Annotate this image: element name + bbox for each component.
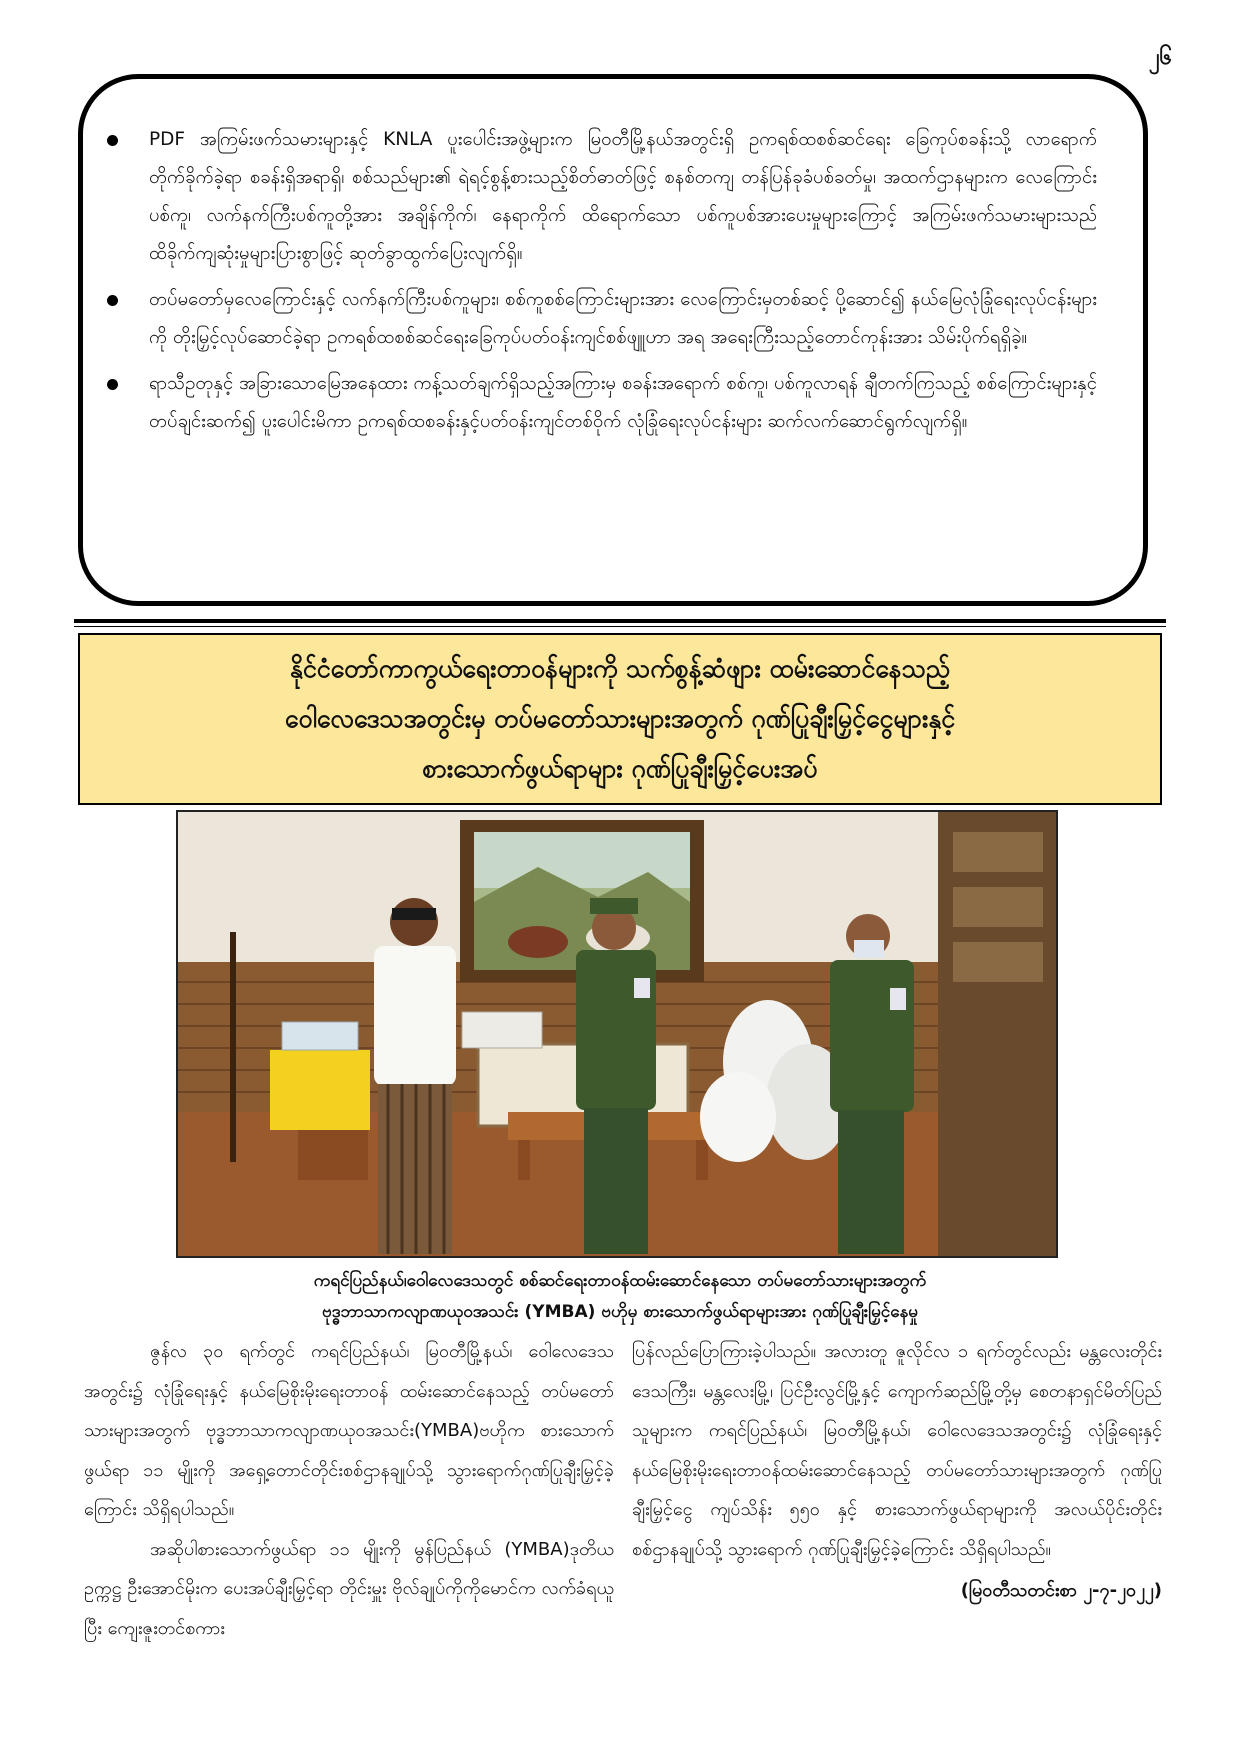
summary-item xyxy=(149,365,1097,441)
summary-list xyxy=(149,121,1097,441)
photo-caption xyxy=(110,1266,1130,1328)
section-divider xyxy=(74,619,1166,623)
bullet-icon xyxy=(107,379,118,390)
bullet-icon xyxy=(107,295,118,306)
summary-item xyxy=(149,281,1097,357)
headline-line-2: ဝေါလေဒေသအတွင်းမှ တပ်မတော်သားများအတွက် ဂုဏ်ပြုချီးမြှင့်ငွေများနှင့် xyxy=(284,704,956,733)
article-column-right xyxy=(632,1332,1162,1732)
caption-line-2: ဗုဒ္ဓဘာသာကလျာဏယုဝအသင်း (YMBA) ဗဟိုမှ စားသောက်ဖွယ်ရာများအား ဂုဏ်ပြုချီးမြှင့်နေမှု xyxy=(322,1302,918,1322)
summary-item xyxy=(149,121,1097,273)
article-paragraph: ဇွန်လ ၃၀ ရက်တွင် ကရင်ပြည်နယ်၊ မြဝတီမြို့နယ်၊ ဝေါလေဒေသအတွင်း၌ လုံခြုံရေးနှင့် နယ်မြေစိုးမိုးရေးတာဝန် ထမ်းဆောင်နေသည့် တပ်မတော်သားများအတွက် ဗုဒ္ဓဘာသာကလျာဏယုဝအသင်း(YMBA)ဗဟိုက စားသောက်ဖွယ်ရာ ၁၁ မျိုးကို အရှေ့တောင်တိုင်းစစ်ဌာနချုပ်သို့ သွားရောက်ဂုဏ်ပြုချီးမြှင့်ခဲ့ကြောင်း သိရှိရပါသည်။ xyxy=(84,1341,614,1520)
bullet-icon xyxy=(107,135,118,146)
headline-line-3: စားသောက်ဖွယ်ရာများ ဂုဏ်ပြုချီးမြှင့်ပေးအပ် xyxy=(422,754,818,783)
section-divider-thin xyxy=(74,626,1166,627)
caption-line-1: ကရင်ပြည်နယ်၊ဝေါလေဒေသတွင် စစ်ဆင်ရေးတာဝန်ထမ်းဆောင်နေသော တပ်မတော်သားများအတွက် xyxy=(313,1271,927,1291)
article-body xyxy=(84,1332,1162,1732)
summary-text: ရာသီဥတုနှင့် အခြားသောမြေအနေထား ကန့်သတ်ချက်ရှိသည့်အကြားမှ စခန်းအရောက် စစ်ကူ၊ ပစ်ကူလာရန် ချီတက်ကြသည့် စစ်ကြောင်းများနှင့် တပ်ချင်းဆက်၍ ပူးပေါင်းမိကာ ဥကရစ်ထစခန်းနှင့်ပတ်ဝန်းကျင်တစ်ဝိုက် လုံခြုံရေးလုပ်ငန်းများ ဆက်လက်ဆောင်ရွက်လျက်ရှိ။ xyxy=(149,373,1097,432)
headline-box xyxy=(78,633,1162,805)
summary-text: တပ်မတော်မှလေကြောင်းနှင့် လက်နက်ကြီးပစ်ကူများ၊ စစ်ကူစစ်ကြောင်းများအား လေကြောင်းမှတစ်ဆင့် ပို့ဆောင်၍ နယ်မြေလုံခြုံရေးလုပ်ငန်းများကို တိုးမြှင့်လုပ်ဆောင်ခဲ့ရာ ဥကရစ်ထစစ်ဆင်ရေးခြေကုပ်ပတ်ဝန်းကျင်စစ်ဖျူဟာ အရ အရေးကြီးသည့်တောင်ကုန်းအား သိမ်းပိုက်ရရှိခဲ့။ xyxy=(149,289,1097,348)
photo-illustration xyxy=(178,812,1056,1256)
article-source: (မြဝတီသတင်းစာ ၂-၇-၂၀၂၂) xyxy=(960,1580,1162,1601)
article-paragraph: အဆိုပါစားသောက်ဖွယ်ရာ ၁၁ မျိုးကို မွန်ပြည်နယ် (YMBA)ဒုတိယဥက္ကဋ္ဌ ဦးအောင်မိုးက ပေးအပ်ချီးမြှင့်ရာ တိုင်းမှူး ဗိုလ်ချုပ်ကိုကိုမောင်က လက်ခံရယူပြီး ကျေးဇူးတင်စကား xyxy=(84,1538,614,1639)
article-column-left xyxy=(84,1332,614,1732)
summary-box xyxy=(78,74,1148,606)
headline-line-1: နိုင်ငံတော်ကာကွယ်ရေးတာဝန်များကို သက်စွန့်ဆံဖျား ထမ်းဆောင်နေသည့် xyxy=(289,654,951,683)
page-number: ၂၆ xyxy=(1148,45,1172,70)
article-paragraph: ပြန်လည်ပြောကြားခဲ့ပါသည်။ အလားတူ ဇူလိုင်လ ၁ ရက်တွင်လည်း မန္တလေးတိုင်းဒေသကြီး၊ မန္တလေးမြို့၊ ပြင်ဦးလွင်မြို့နှင့် ကျောက်ဆည်မြို့တို့မှ စေတနာရှင်မိတ်ပြည်သူများက ကရင်ပြည်နယ်၊ မြဝတီမြို့နယ်၊ ဝေါလေဒေသအတွင်း၌ လုံခြုံရေးနှင့် နယ်မြေစိုးမိုးရေးတာဝန်ထမ်းဆောင်နေသည့် တပ်မတော်သားများအတွက် ဂုဏ်ပြုချီးမြှင့်ငွေ ကျပ်သိန်း ၅၅၀ နှင့် စားသောက်ဖွယ်ရာများကို အလယ်ပိုင်းတိုင်းစစ်ဌာနချုပ်သို့ သွားရောက် ဂုဏ်ပြုချီးမြှင့်ခဲ့ကြောင်း သိရှိရပါသည်။ xyxy=(632,1341,1162,1560)
news-photo xyxy=(176,810,1058,1258)
summary-text: PDF အကြမ်းဖက်သမားများနှင့် KNLA ပူးပေါင်းအဖွဲ့များက မြဝတီမြို့နယ်အတွင်းရှိ ဥကရစ်ထစစ်ဆင်ရေး ခြေကုပ်စခန်းသို့ လာရောက်တိုက်ခိုက်ခဲ့ရာ စခန်းရှိအရာရှိ၊ စစ်သည်များ၏ ရဲရင့်စွန့်စားသည့်စိတ်ဓာတ်ဖြင့် စနစ်တကျ တန်ပြန်ခုခံပစ်ခတ်မှု၊ အထက်ဌာနများက လေကြောင်းပစ်ကူ၊ လက်နက်ကြီးပစ်ကူတို့အား အချိန်ကိုက်၊ နေရာကိုက် ထိရောက်သော ပစ်ကူပစ်အားပေးမှုများကြောင့် အကြမ်းဖက်သမားများသည် ထိခိုက်ကျဆုံးမှုများပြားစွာဖြင့် ဆုတ်ခွာထွက်ပြေးလျက်ရှိ။ xyxy=(149,129,1097,264)
